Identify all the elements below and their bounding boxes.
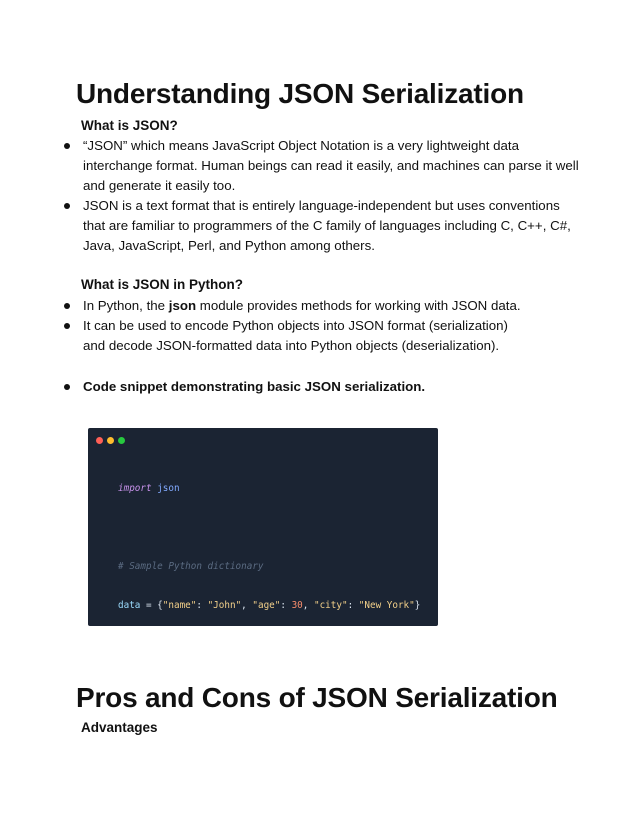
code-block [118,456,437,626]
window-maximize-dot-icon [118,437,125,444]
section-title-json-in-python: What is JSON in Python? [81,277,244,292]
bullet-icon [64,143,70,149]
list-item: “JSON” which means JavaScript Object Notation is a very lightweight data interchange format. Human beings can read it easily, and machines can parse it well and generate it easily too. [83,136,579,196]
code-snippet-image [88,428,438,626]
list-item: Code snippet demonstrating basic JSON serialization. [83,377,579,397]
section-title-advantages: Advantages [81,720,158,735]
section-heading-pros-cons: Pros and Cons of JSON Serialization [76,682,558,713]
code-line: data = {"name": "John", "age": 30, "city": "New York"} [118,600,421,611]
code-line: import json [118,483,180,494]
code-line [118,521,437,534]
bullet-icon [64,384,70,390]
list-item: In Python, the json module provides methods for working with JSON data. [83,296,579,316]
bullet-icon [64,323,70,329]
bullet-icon [64,203,70,209]
window-close-dot-icon [96,437,103,444]
list-item: It can be used to encode Python objects into JSON format (serialization) and decode JSON-formatted data into Python objects (deserialization). [83,316,533,356]
list-item: JSON is a text format that is entirely language-independent but uses conventions that are familiar to programmers of the C family of languages including C, C++, C#, Java, JavaScript, Perl, and Python among others. [83,196,579,256]
page-title: Understanding JSON Serialization [76,78,524,109]
code-line: # Sample Python dictionary [118,561,264,572]
window-minimize-dot-icon [107,437,114,444]
inline-code-term: json [168,298,197,313]
section-title-what-is-json: What is JSON? [81,118,178,133]
bullet-icon [64,303,70,309]
